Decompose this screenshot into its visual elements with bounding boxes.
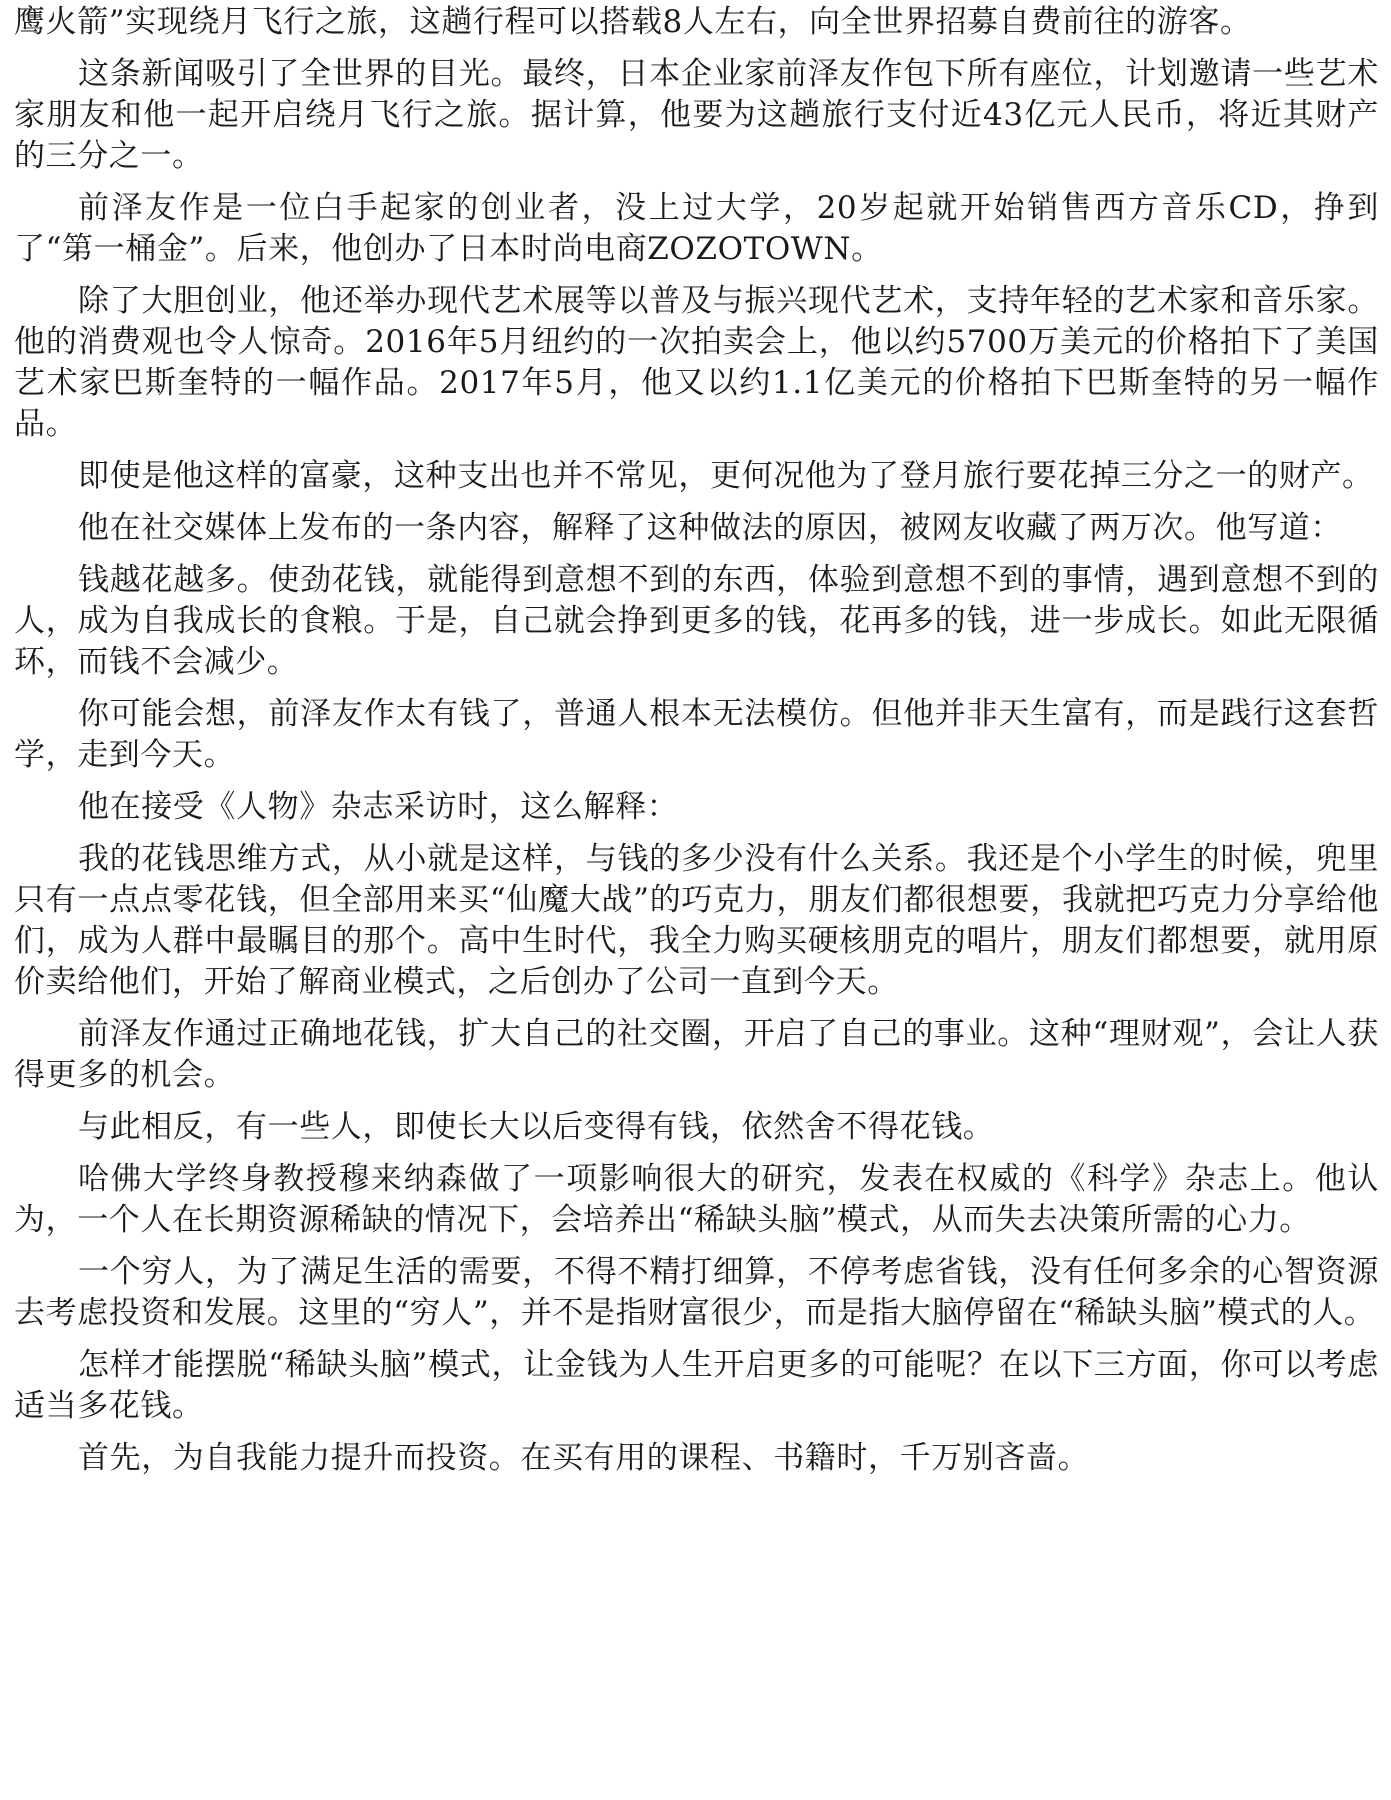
document-body <box>14 2 1379 1490</box>
paragraph: 与此相反，有一些人，即使长大以后变得有钱，依然舍不得花钱。 <box>78 1109 995 1145</box>
paragraph-continued: 鹰火箭”实现绕月飞行之旅，这趟行程可以搭载8人左右，向全世界招募自费前往的游客。 <box>14 4 1252 40</box>
paragraph: 他在社交媒体上发布的一条内容，解释了这种做法的原因，被网友收藏了两万次。他写道： <box>78 510 1342 546</box>
paragraph: 一个穷人，为了满足生活的需要，不得不精打细算，不停考虑省钱，没有任何多余的心智资源去考虑投资和发展。这里的“穷人”，并不是指财富很少，而是指大脑停留在“稀缺头脑”模式的人。 <box>14 1254 1379 1331</box>
quote-paragraph: 钱越花越多。使劲花钱，就能得到意想不到的东西，体验到意想不到的事情，遇到意想不到的人，成为自我成长的食粮。于是，自己就会挣到更多的钱，花再多的钱，进一步成长。如此无限循环，而钱不会减少。 <box>14 562 1379 680</box>
paragraph: 前泽友作是一位白手起家的创业者，没上过大学，20岁起就开始销售西方音乐CD，挣到了“第一桶金”。后来，他创办了日本时尚电商ZOZOTOWN。 <box>14 190 1379 267</box>
paragraph: 前泽友作通过正确地花钱，扩大自己的社交圈，开启了自己的事业。这种“理财观”，会让人获得更多的机会。 <box>14 1016 1379 1093</box>
paragraph: 首先，为自我能力提升而投资。在买有用的课程、书籍时，千万别吝啬。 <box>78 1440 1090 1476</box>
paragraph: 怎样才能摆脱“稀缺头脑”模式，让金钱为人生开启更多的可能呢？在以下三方面，你可以考虑适当多花钱。 <box>14 1347 1379 1424</box>
quote-paragraph: 我的花钱思维方式，从小就是这样，与钱的多少没有什么关系。我还是个小学生的时候，兜里只有一点点零花钱，但全部用来买“仙魔大战”的巧克力，朋友们都很想要，我就把巧克力分享给他们，成为人群中最瞩目的那个。高中生时代，我全力购买硬核朋克的唱片，朋友们都想要，就用原价卖给他们，开始了解商业模式，之后创办了公司一直到今天。 <box>14 841 1379 1000</box>
paragraph: 你可能会想，前泽友作太有钱了，普通人根本无法模仿。但他并非天生富有，而是践行这套哲学，走到今天。 <box>14 696 1379 773</box>
paragraph: 哈佛大学终身教授穆来纳森做了一项影响很大的研究，发表在权威的《科学》杂志上。他认为，一个人在长期资源稀缺的情况下，会培养出“稀缺头脑”模式，从而失去决策所需的心力。 <box>14 1161 1379 1238</box>
paragraph: 除了大胆创业，他还举办现代艺术展等以普及与振兴现代艺术，支持年轻的艺术家和音乐家。他的消费观也令人惊奇。2016年5月纽约的一次拍卖会上，他以约5700万美元的价格拍下了美国艺术家巴斯奎特的一幅作品。2017年5月，他又以约1.1亿美元的价格拍下巴斯奎特的另一幅作品。 <box>14 283 1379 442</box>
paragraph: 他在接受《人物》杂志采访时，这么解释： <box>78 789 679 825</box>
paragraph: 即使是他这样的富豪，这种支出也并不常见，更何况他为了登月旅行要花掉三分之一的财产。 <box>78 458 1374 494</box>
paragraph: 这条新闻吸引了全世界的目光。最终，日本企业家前泽友作包下所有座位，计划邀请一些艺术家朋友和他一起开启绕月飞行之旅。据计算，他要为这趟旅行支付近43亿元人民币，将近其财产的三分之一。 <box>14 56 1379 174</box>
